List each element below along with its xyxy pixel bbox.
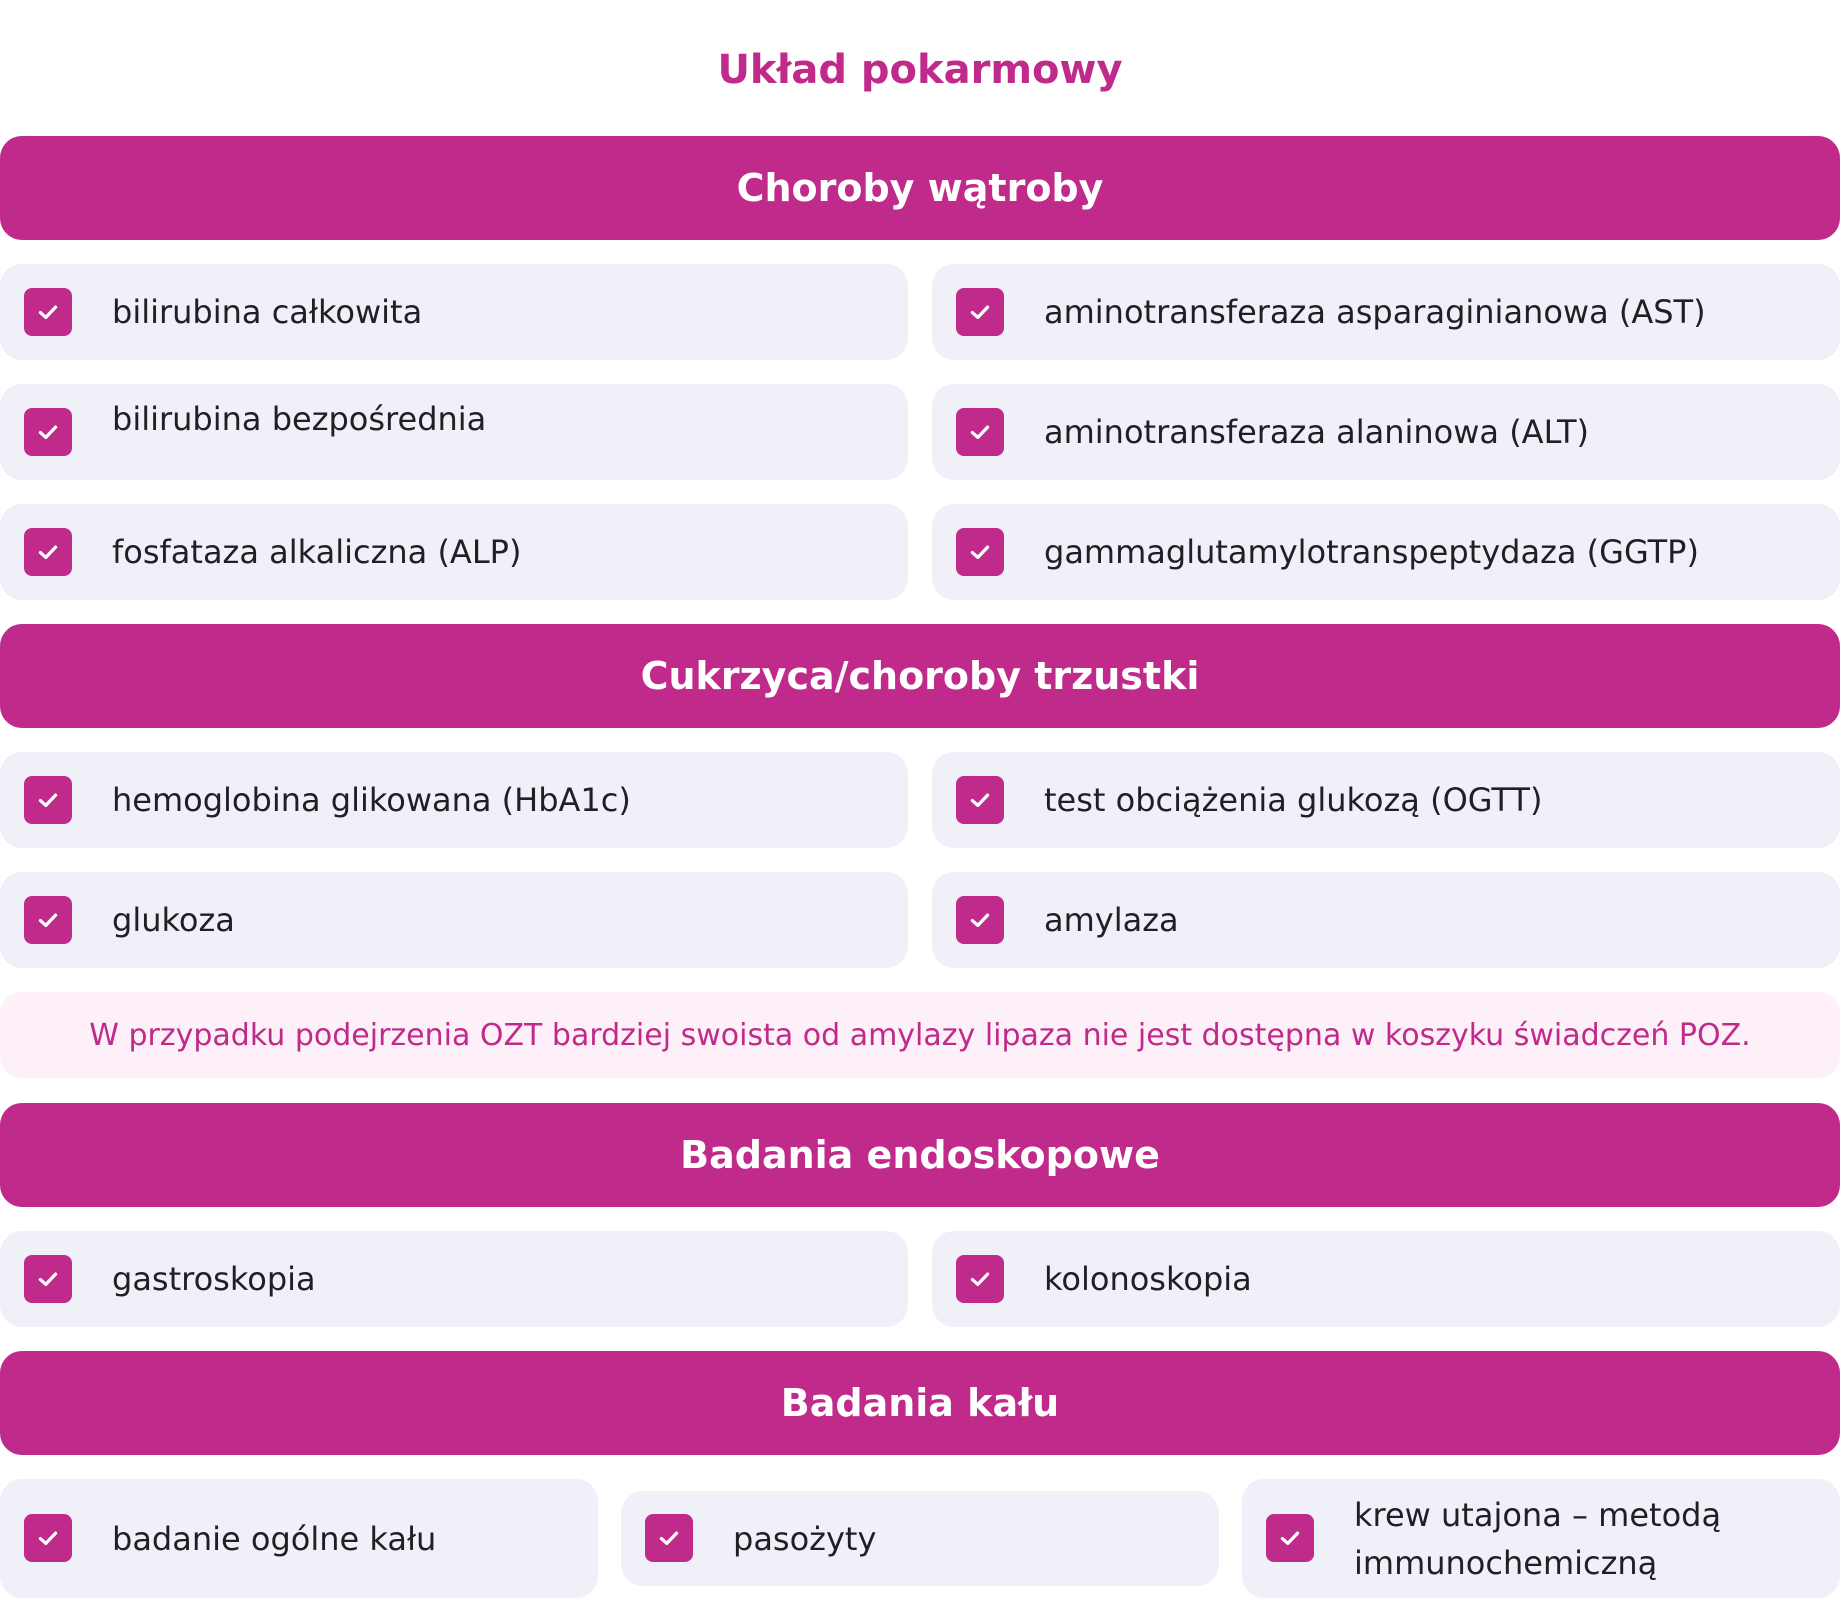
item-label: aminotransferaza asparaginianowa (AST) [1044, 293, 1706, 331]
list-item [932, 384, 1840, 480]
list-item [932, 504, 1840, 600]
item-label: glukoza [112, 901, 235, 939]
list-item [621, 1491, 1219, 1586]
checkbox-checked-icon[interactable] [956, 1255, 1004, 1303]
item-label: kolonoskopia [1044, 1260, 1252, 1298]
checkbox-checked-icon[interactable] [24, 288, 72, 336]
list-item [0, 1231, 908, 1327]
list-item [932, 1231, 1840, 1327]
list-item [0, 504, 908, 600]
checkbox-checked-icon[interactable] [24, 776, 72, 824]
item-label: krew utajona – metodą immunochemiczną [1354, 1495, 1722, 1582]
item-label: badanie ogólne kału [112, 1519, 437, 1558]
item-label: bilirubina całkowita [112, 293, 423, 331]
checkbox-checked-icon[interactable] [645, 1514, 693, 1562]
list-item [0, 1479, 598, 1598]
item-label: bilirubina bezpośrednia [112, 400, 487, 438]
checkbox-checked-icon[interactable] [956, 288, 1004, 336]
list-item [932, 872, 1840, 968]
checkbox-checked-icon[interactable] [956, 408, 1004, 456]
list-item [0, 872, 908, 968]
item-label: fosfataza alkaliczna (ALP) [112, 533, 522, 571]
section-header-stool: Badania kału [0, 1351, 1840, 1455]
item-label: hemoglobina glikowana (HbA1c) [112, 781, 631, 819]
checkbox-checked-icon[interactable] [956, 528, 1004, 576]
checkbox-checked-icon[interactable] [956, 896, 1004, 944]
checkbox-checked-icon[interactable] [956, 776, 1004, 824]
item-label: test obciążenia glukozą (OGTT) [1044, 781, 1543, 819]
list-item [0, 752, 908, 848]
item-label: gastroskopia [112, 1260, 316, 1298]
list-item [932, 752, 1840, 848]
checkbox-checked-icon[interactable] [24, 528, 72, 576]
item-label: pasożyty [733, 1519, 877, 1558]
item-label: amylaza [1044, 901, 1179, 939]
page-title: Układ pokarmowy [717, 47, 1123, 93]
section-header-pancreas: Cukrzyca/choroby trzustki [0, 624, 1840, 728]
checkbox-checked-icon[interactable] [24, 1514, 72, 1562]
list-item [932, 264, 1840, 360]
checkbox-checked-icon[interactable] [24, 408, 72, 456]
section-header-liver: Choroby wątroby [0, 136, 1840, 240]
item-label: gammaglutamylotranspeptydaza (GGTP) [1044, 533, 1699, 571]
list-item [0, 384, 908, 480]
info-note: W przypadku podejrzenia OZT bardziej swoista od amylazy lipaza nie jest dostępna w koszyku świadczeń POZ. [0, 992, 1840, 1078]
checkbox-checked-icon[interactable] [24, 1255, 72, 1303]
item-label: aminotransferaza alaninowa (ALT) [1044, 413, 1590, 451]
section-header-endoscopy: Badania endoskopowe [0, 1103, 1840, 1207]
checkbox-checked-icon[interactable] [24, 896, 72, 944]
list-item [1242, 1479, 1840, 1598]
checkbox-checked-icon[interactable] [1266, 1514, 1314, 1562]
list-item [0, 264, 908, 360]
